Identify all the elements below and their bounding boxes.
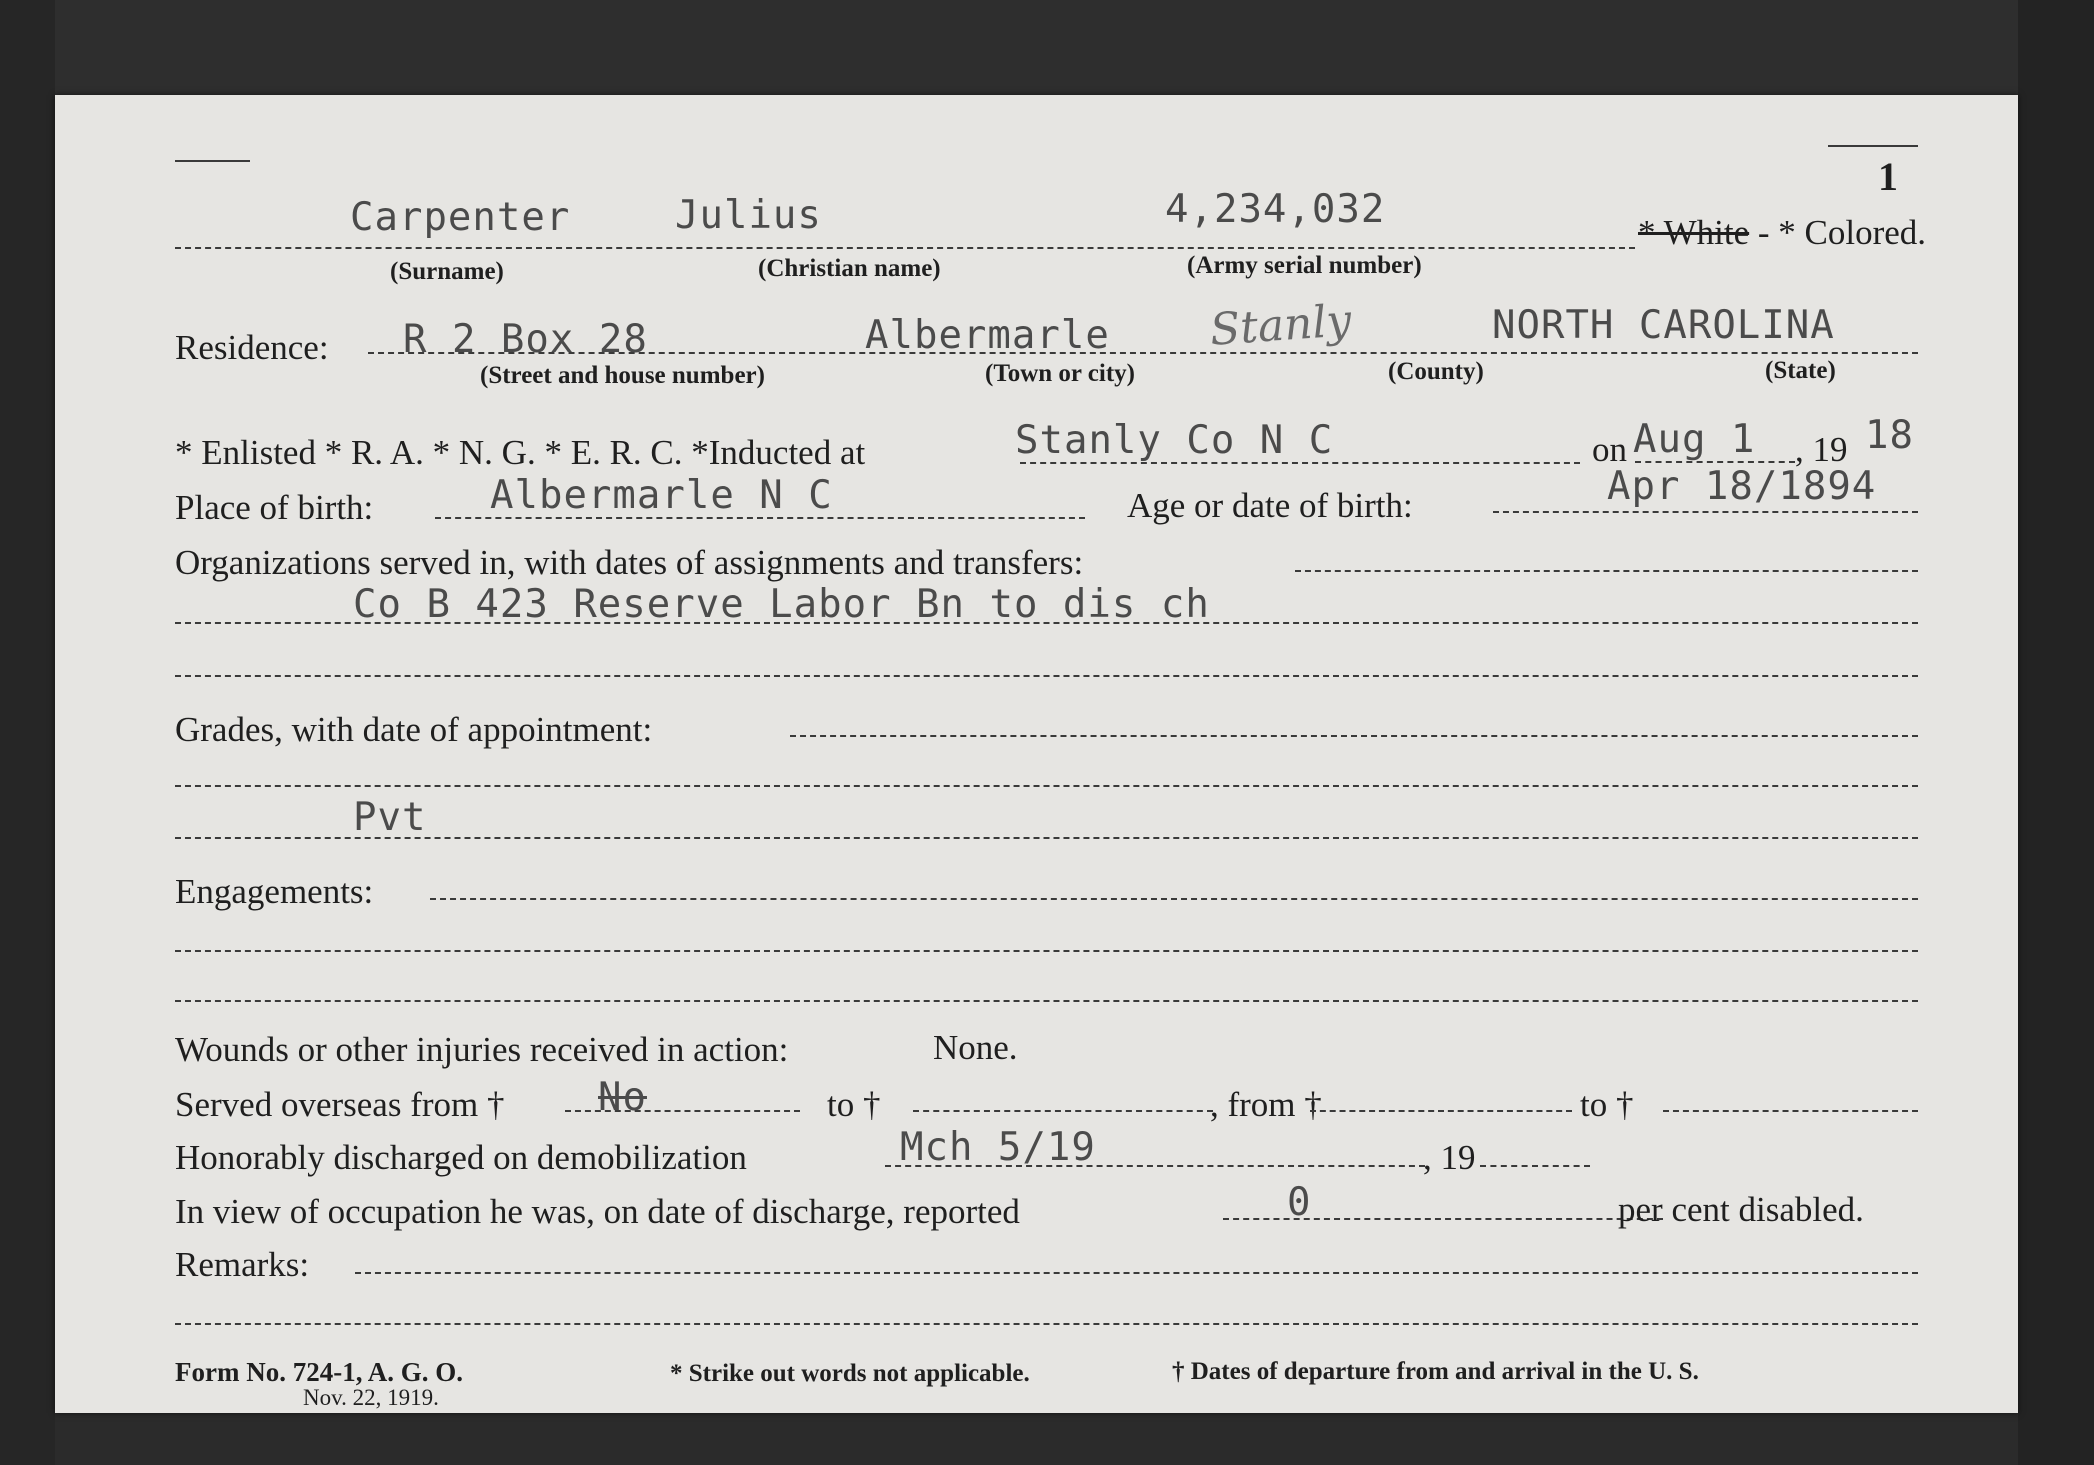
grades-line-3 — [175, 837, 1918, 839]
grades-line-2 — [175, 785, 1918, 787]
remarks-label: Remarks: — [175, 1245, 310, 1284]
overseas-from-line-2 — [1310, 1110, 1572, 1112]
organizations-value: Co B 423 Reserve Labor Bn to dis ch — [353, 582, 1210, 627]
footer-strike-note: * Strike out words not applicable. — [670, 1360, 1030, 1387]
scanner-background-right — [2018, 0, 2094, 1465]
induction-date-value: Aug 1 — [1633, 417, 1756, 462]
footer-form-date: Nov. 22, 1919. — [303, 1385, 439, 1410]
footer-dates-note: † Dates of departure from and arrival in the U. S. — [1172, 1358, 1699, 1385]
birthdate-label: Age or date of birth: — [1127, 486, 1413, 525]
race-white-struck: * White — [1638, 213, 1750, 252]
race-colored: * Colored. — [1778, 213, 1927, 252]
residence-line — [368, 352, 1918, 354]
scanner-background-left — [0, 0, 55, 1465]
serial-number-value: 4,234,032 — [1165, 187, 1386, 232]
birthdate-line — [1493, 511, 1918, 513]
induction-year-prefix: , 19 — [1795, 430, 1848, 469]
birthplace-label: Place of birth: — [175, 488, 374, 527]
overseas-from-label-2: , from † — [1210, 1085, 1322, 1124]
name-line — [175, 247, 1635, 249]
enlisted-label: * Enlisted * R. A. * N. G. * E. R. C. *Inducted at — [175, 433, 866, 472]
discharge-date-value: Mch 5/19 — [900, 1125, 1096, 1170]
organizations-line-2 — [175, 622, 1918, 624]
discharge-year-prefix: , 19 — [1423, 1138, 1476, 1177]
overseas-to-line-1 — [913, 1110, 1213, 1112]
wounds-label: Wounds or other injuries received in action: — [175, 1030, 789, 1069]
on-label: on — [1592, 430, 1627, 469]
overseas-from-line — [565, 1110, 800, 1112]
residence-state-value: NORTH CAROLINA — [1492, 303, 1835, 348]
caption-state: (State) — [1765, 357, 1836, 384]
residence-street-value: R 2 Box 28 — [403, 317, 648, 362]
top-left-rule — [175, 160, 250, 162]
birthplace-value: Albermarle N C — [490, 473, 833, 518]
disability-line — [1223, 1218, 1663, 1220]
race-separator: - — [1749, 213, 1779, 252]
engagements-line-2 — [175, 950, 1918, 952]
engagements-line-3 — [175, 1000, 1918, 1002]
caption-christian-name: (Christian name) — [758, 255, 941, 282]
remarks-line-1 — [355, 1272, 1918, 1274]
residence-label: Residence: — [175, 328, 329, 367]
card-number: 1 — [1878, 154, 1898, 199]
caption-serial-number: (Army serial number) — [1187, 252, 1422, 279]
residence-town-value: Albermarle — [865, 313, 1110, 358]
remarks-line-2 — [175, 1323, 1918, 1325]
caption-county: (County) — [1388, 358, 1484, 385]
christian-name-value: Julius — [675, 193, 822, 238]
grade-value: Pvt — [353, 795, 427, 840]
footer-form-number: Form No. 724-1, A. G. O. — [175, 1357, 463, 1387]
disability-label: In view of occupation he was, on date of discharge, reported — [175, 1192, 1020, 1231]
induction-year-value: 18 — [1865, 413, 1914, 458]
birthplace-line — [435, 517, 1085, 519]
overseas-from-value: No — [598, 1075, 647, 1120]
birthdate-value: Apr 18/1894 — [1607, 464, 1877, 509]
overseas-label: Served overseas from † — [175, 1085, 505, 1124]
overseas-to-line-2 — [1663, 1110, 1918, 1112]
grades-line-1 — [790, 735, 1918, 737]
disability-suffix: per cent disabled. — [1618, 1190, 1864, 1229]
residence-county-handwritten: Stanly — [1208, 295, 1353, 356]
grades-label: Grades, with date of appointment: — [175, 710, 653, 749]
top-right-rule — [1828, 145, 1918, 147]
surname-value: Carpenter — [350, 195, 571, 240]
caption-town: (Town or city) — [985, 360, 1135, 387]
organizations-line-1 — [1295, 570, 1918, 572]
engagements-label: Engagements: — [175, 872, 374, 911]
discharge-label: Honorably discharged on demobilization — [175, 1138, 747, 1177]
wounds-value: None. — [933, 1028, 1018, 1067]
service-record-card — [55, 95, 2018, 1413]
engagements-line-1 — [430, 898, 1918, 900]
race-options — [1638, 213, 1926, 253]
overseas-to-label-1: to † — [827, 1085, 881, 1124]
disability-percent-value: 0 — [1287, 1180, 1312, 1225]
caption-surname: (Surname) — [390, 258, 504, 285]
organizations-label: Organizations served in, with dates of assignments and transfers: — [175, 543, 1084, 582]
inducted-at-line — [1020, 462, 1580, 464]
discharge-date-line — [885, 1165, 1425, 1167]
organizations-line-3 — [175, 675, 1918, 677]
discharge-year-line — [1480, 1165, 1590, 1167]
inducted-at-value: Stanly Co N C — [1015, 418, 1334, 463]
scanner-background-top — [0, 0, 2094, 100]
induction-date-line — [1635, 461, 1795, 463]
overseas-to-label-2: to † — [1580, 1085, 1634, 1124]
caption-street: (Street and house number) — [480, 362, 765, 389]
